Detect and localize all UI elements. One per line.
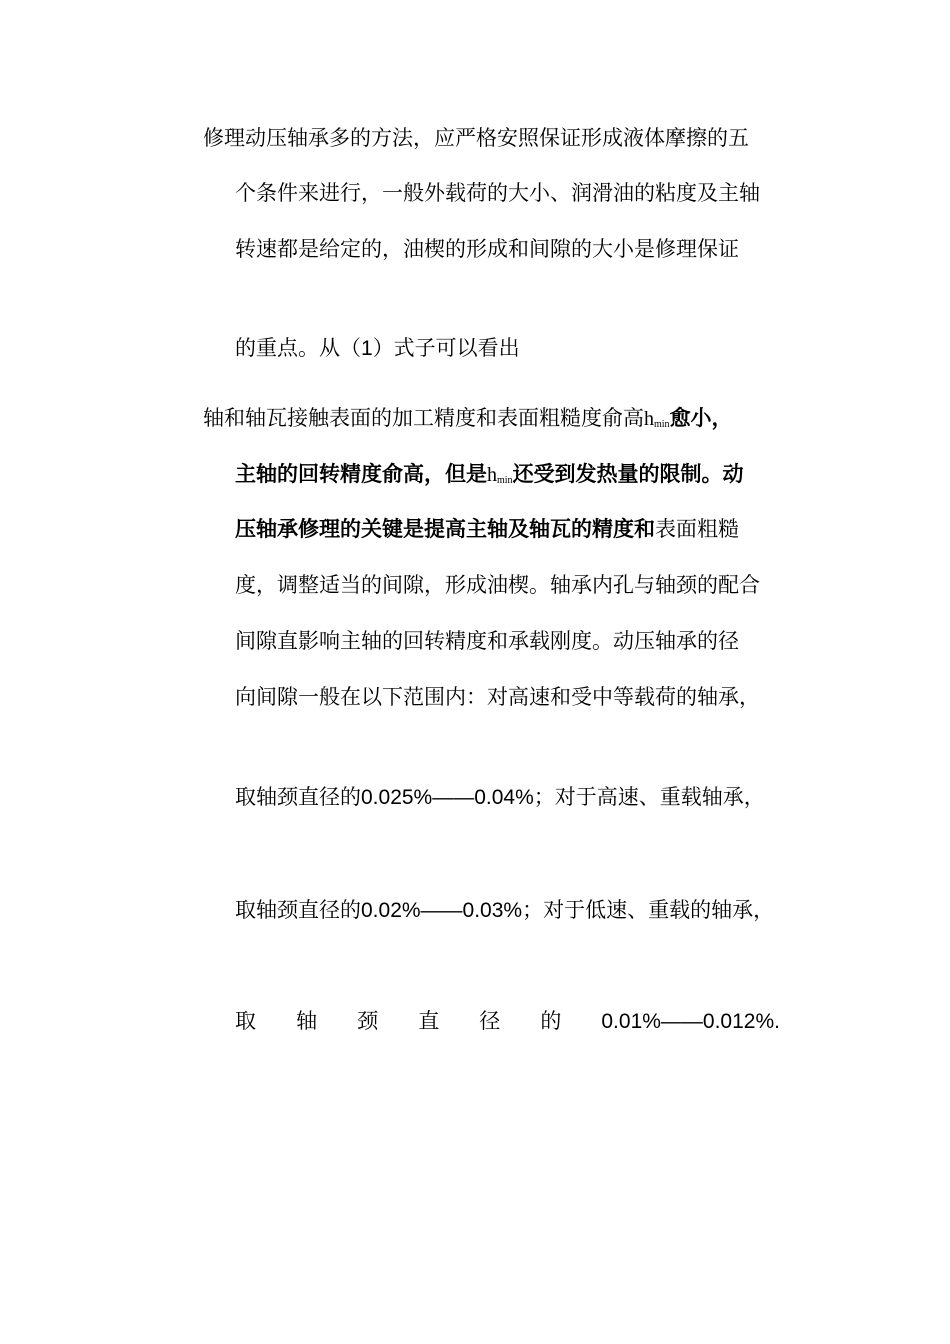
text-line bbox=[235, 895, 774, 925]
text-span: 取轴颈直径的 bbox=[235, 898, 361, 922]
text-span: 转速都是给定的，油楔的形成和间隙的大小是修理保证 bbox=[235, 237, 739, 261]
text-span: ）式子可以看出 bbox=[372, 336, 520, 360]
text-line bbox=[235, 570, 760, 600]
text-span: 轴和轴瓦接触表面的加工精度和表面粗糙度俞高 bbox=[203, 406, 644, 430]
text-span: 修理动压轴承多的方法，应严格安照保证形成液体摩擦的五 bbox=[203, 126, 749, 150]
text-span: 取轴颈直径的 bbox=[235, 785, 361, 809]
h-min-symbol: $h_{min}$ bbox=[487, 464, 513, 486]
text-char: 取 bbox=[235, 1009, 256, 1033]
text-span: 度，调整适当的间隙，形成油楔。轴承内孔与轴颈的配合 bbox=[235, 573, 760, 597]
text-line-justified bbox=[235, 1006, 780, 1036]
bold-text: 愈小， bbox=[669, 405, 733, 430]
percent-range: 0.025%——0.04% bbox=[361, 786, 534, 809]
bold-text: 主轴的回转精度俞高，但是 bbox=[235, 461, 487, 486]
text-line bbox=[203, 403, 733, 433]
bold-text: 压轴承修理的关键是提高主轴及轴瓦的精度和 bbox=[235, 516, 655, 541]
text-line bbox=[235, 459, 744, 489]
text-line bbox=[235, 782, 765, 812]
text-span: ；对于高速、重载轴承， bbox=[533, 785, 765, 809]
text-span: ；对于低速、重载的轴承， bbox=[522, 898, 775, 922]
text-line bbox=[235, 626, 739, 656]
formula-number: 1 bbox=[361, 337, 373, 360]
text-span: 个条件来进行，一般外载荷的大小、润滑油的粘度及主轴 bbox=[235, 181, 760, 205]
h-min-symbol: $h_{min}$ bbox=[644, 408, 670, 430]
text-span: 表面粗糙 bbox=[655, 517, 739, 541]
text-line bbox=[235, 178, 760, 208]
percent-range: 0.01%——0.012%. bbox=[601, 1010, 780, 1033]
percent-range: 0.02%——0.03% bbox=[361, 899, 523, 922]
text-line bbox=[235, 333, 520, 363]
text-line bbox=[203, 123, 749, 153]
text-span: 向间隙一般在以下范围内：对高速和受中等载荷的轴承， bbox=[235, 685, 760, 709]
text-char: 直 bbox=[418, 1009, 440, 1033]
text-span: 间隙直影响主轴的回转精度和承载刚度。动压轴承的径 bbox=[235, 629, 739, 653]
text-line bbox=[235, 234, 739, 264]
text-char: 的 bbox=[540, 1009, 562, 1033]
text-line bbox=[235, 514, 739, 544]
text-span: 的重点。从（ bbox=[235, 336, 361, 360]
text-line bbox=[235, 682, 760, 712]
text-char: 颈 bbox=[357, 1009, 379, 1033]
text-char: 径 bbox=[479, 1009, 501, 1033]
bold-text: 还受到发热量的限制。动 bbox=[512, 461, 744, 486]
text-char: 轴 bbox=[296, 1009, 318, 1033]
